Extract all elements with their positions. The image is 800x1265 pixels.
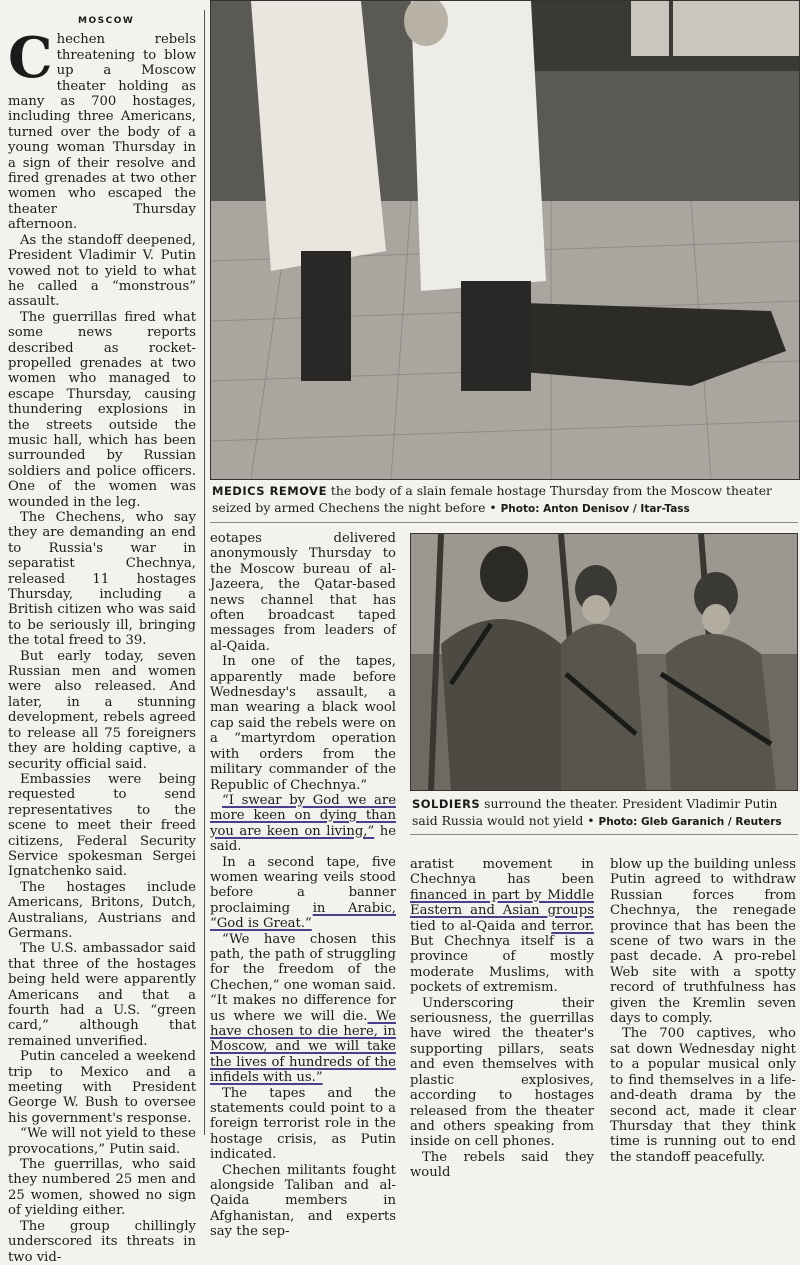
highlighted-text: terror. xyxy=(551,918,594,934)
dateline: MOSCOW xyxy=(78,16,135,26)
paragraph: Putin canceled a weekend trip to Mexico and a meeting with President George W. Bush to oversee his government's response. xyxy=(8,1049,196,1126)
photo-credit: Photo: Gleb Garanich / Reuters xyxy=(598,815,782,828)
soldiers-photo-image xyxy=(411,534,797,790)
paragraph: “We will not yield to these provocations,” Putin said. xyxy=(8,1126,196,1157)
article-column-1 xyxy=(8,14,196,1265)
caption-lead: MEDICS REMOVE xyxy=(212,484,327,498)
photo-credit: Photo: Anton Denisov / Itar-Tass xyxy=(500,502,690,515)
highlighted-quote: “I swear by God we are more keen on dying than you are keen on living,” xyxy=(210,792,396,839)
highlighted-quote: We have chosen to die here, in Moscow, and we will take the lives of hundreds of the infidels with us.” xyxy=(210,1008,396,1086)
highlighted-text: financed in part by Middle Eastern and Asian groups xyxy=(410,887,594,919)
article-column-4 xyxy=(610,857,796,1165)
paragraph: Embassies were being requested to send representatives to the scene to meet their freed citizens, Federal Security Service spokesman Sergei Ignatchenko said. xyxy=(8,771,196,880)
paragraph: The Chechens, who say they are demanding an end to Russia's war in separatist Chechnya, released 11 hostages Thursday, including a British citizen who was said to be seriously ill, bringing the total freed to 39. xyxy=(8,510,196,649)
caption-rule xyxy=(410,834,798,835)
photo-soldiers xyxy=(410,533,798,791)
paragraph: aratist movement in Chechnya has been financed in part by Middle Eastern and Asian groups tied to al-Qaida and terror. But Chechnya itself is a province of mostly moderate Muslims, with pockets of extremism. xyxy=(410,857,594,996)
caption-lead: SOLDIERS xyxy=(412,797,481,811)
paragraph: In one of the tapes, apparently made before Wednesday's assault, a man wearing a black wool cap said the rebels were on a “martyrdom operation with orders from the military commander of the Republic of Chechnya.” xyxy=(210,654,396,793)
photo-caption-medics: MEDICS REMOVE the body of a slain female hostage Thursday from the Moscow theater seized by armed Chechens the night before • Photo: Anton Denisov / Itar-Tass xyxy=(212,483,772,515)
paragraph: The guerrillas, who said they numbered 25 men and 25 women, showed no sign of yielding either. xyxy=(8,1157,196,1219)
article-column-2 xyxy=(210,531,396,1240)
medics-photo-image xyxy=(211,1,799,479)
paragraph: As the standoff deepened, President Vladimir V. Putin vowed not to yield to what he called a “monstrous” assault. xyxy=(8,232,196,310)
paragraph: The 700 captives, who sat down Wednesday night to a popular musical only to find themselves in a life-and-death drama by the second act, made it clear Thursday that they think time is running out to end the standoff peacefully. xyxy=(610,1026,796,1165)
photo-medics xyxy=(210,0,800,480)
paragraph: Underscoring their seriousness, the guerrillas have wired the theater's supporting pillars, seats and even themselves with plastic explosives, according to hostages released from the theater and others speaking from inside on cell phones. xyxy=(410,995,594,1150)
paragraph: The guerrillas fired what some news reports described as rocket-propelled grenades at two women who managed to escape Thursday, causing thundering explosions in the streets outside the music hall, which has been surrounded by Russian soldiers and police officers. One of the women was wounded in the leg. xyxy=(8,309,196,510)
paragraph: The rebels said they would xyxy=(410,1149,594,1181)
paragraph: Chechen rebels threatening to blow up a Moscow theater holding as many as 700 hostages, including three Americans, turned over the body of a young woman Thursday in a sign of their resolve and fired grenades at two other women who escaped the theater Thursday afternoon. xyxy=(8,25,196,233)
paragraph: blow up the building unless Putin agreed to withdraw Russian forces from Chechnya, the renegade province that has been the scene of two wars in the past decade. A pro-rebel Web site with a spotty record of truthfulness has given the Kremlin seven days to comply. xyxy=(610,857,796,1027)
paragraph: The tapes and the statements could point to a foreign terrorist role in the hostage crisis, as Putin indicated. xyxy=(210,1085,396,1163)
drop-cap: C xyxy=(8,25,53,92)
paragraph: “We have chosen this path, the path of struggling for the freedom of the Chechen,” one woman said. “It makes no difference for us where we will die. We have chosen to die here, in Moscow, and we will take the lives of hundreds of the infidels with us.” xyxy=(210,931,396,1086)
paragraph: Chechen militants fought alongside Taliban and al-Qaida members in Afghanistan, and experts say the sep- xyxy=(210,1162,396,1240)
paragraph: But early today, seven Russian men and women were also released. And later, in a stunning development, rebels agreed to release all 75 foreigners they are holding captive, a security official said. xyxy=(8,648,196,772)
paragraph: The group chillingly underscored its threats in two vid- xyxy=(8,1218,196,1265)
photo-caption-soldiers: SOLDIERS surround the theater. President Vladimir Putin said Russia would not yield • Photo: Gleb Garanich / Reuters xyxy=(412,796,782,828)
highlighted-text: in Arabic, “God is Great.” xyxy=(210,900,396,932)
paragraph: eotapes delivered anonymously Thursday to the Moscow bureau of al-Jazeera, the Qatar-based news channel that has often broadcast taped messages from leaders of al-Qaida. xyxy=(210,531,396,654)
paragraph: “I swear by God we are more keen on dying than you are keen on living,” he said. xyxy=(210,792,396,855)
paragraph: The U.S. ambassador said that three of the hostages being held were apparently Americans and that a fourth had a U.S. “green card,” although that remained unverified. xyxy=(8,941,196,1049)
caption-rule xyxy=(210,522,798,523)
article-column-3 xyxy=(410,857,594,1181)
paragraph: The hostages include Americans, Britons, Dutch, Australians, Austrians and Germans. xyxy=(8,879,196,941)
column-divider xyxy=(204,10,205,1135)
paragraph: In a second tape, five women wearing veils stood before a banner proclaiming in Arabic, “God is Great.” xyxy=(210,854,396,932)
